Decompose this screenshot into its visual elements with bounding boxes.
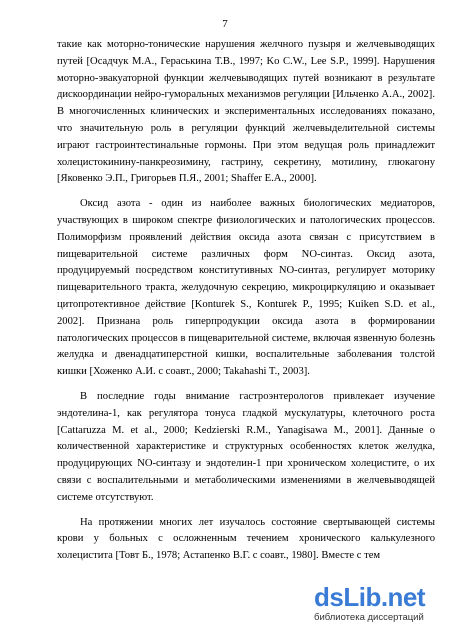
- document-body: [57, 37, 435, 565]
- paragraph-coagulation: На протяжении многих лет изучалось состояние свертывающей системы крови у больных с осложненным течением хронического калькулезного холецистита [Товт Б., 1978; Астапенко В.Г. с соавт., 1980]. Вместе с тем: [57, 516, 435, 562]
- watermark-caption: библиотека диссертаций: [314, 612, 424, 623]
- page-number: 7: [222, 18, 228, 30]
- paragraph-gap: [57, 507, 435, 515]
- paragraph-continuation: такие как моторно-тонические нарушения желчного пузыря и желчевыводящих путей [Осадчук М.А., Гераськина Т.В., 1997; Ko C.W., Lee S.P., 1999]. Нарушения моторно-эвакуаторной функции желчевыводящих путей возникают в результате дискоординации нейро-гуморальных механизмов регуляции [Ильченко А.А., 2002]. В многочисленных клинических и экспериментальных исследованиях показано, что значительную роль в регуляции функций желчевыделительной системы играют гастроинтестинальные гормоны. При этом ведущая роль принадлежит холецистокинину-панкреозимину, гастрину, секретину, мотилину, глюкагону [Яковенко Э.П., Григорьев П.Я., 2001; Shaffer E.A., 2000].: [57, 39, 435, 185]
- dslib-watermark: [314, 583, 444, 624]
- paragraph-gap: [57, 381, 435, 389]
- paragraph-gap: [57, 188, 435, 196]
- dslib-logo: dsLib.net: [314, 582, 426, 612]
- paragraph-nitric-oxide: Оксид азота - один из наиболее важных биологических медиаторов, участвующих в широком спектре физиологических и патологических процессов. Полиморфизм проявлений действия оксида азота связан с присутствием в пищеварительной системе различных форм NO-синтаз. Оксид азота, продуцируемый посредством конститутивных NO-синтаз, регулирует моторику пищеварительного тракта, желудочную секрецию, микроциркуляцию и оказывает цитопротективное действие [Konturek S., Konturek P., 1995; Kuiken S.D. et al., 2002]. Признана роль гиперпродукции оксида азота в формировании патологических процессов в пищеварительной системе, включая язвенную болезнь желудка и двенадцатиперстной кишки, воспалительные заболевания толстой кишки [Хоженко А.И. с соавт., 2000; Takahashi T., 2003].: [57, 198, 435, 378]
- paragraph-endothelin: В последние годы внимание гастроэнтерологов привлекает изучение эндотелина-1, как регулятора тонуса гладкой мускулатуры, клеточного роста [Cattaruzza M. et al., 2000; Kedzierski R.M., Yanagisawa M., 2001]. Данные о количественной характеристике и структурных особенностях клеток желудка, продуцирующих NO-синтазу и эндотелин-1 при хроническом холецистите, о их связи с воспалительными и метаболическими изменениями в желчевыводящей системе отсутствуют.: [57, 390, 435, 503]
